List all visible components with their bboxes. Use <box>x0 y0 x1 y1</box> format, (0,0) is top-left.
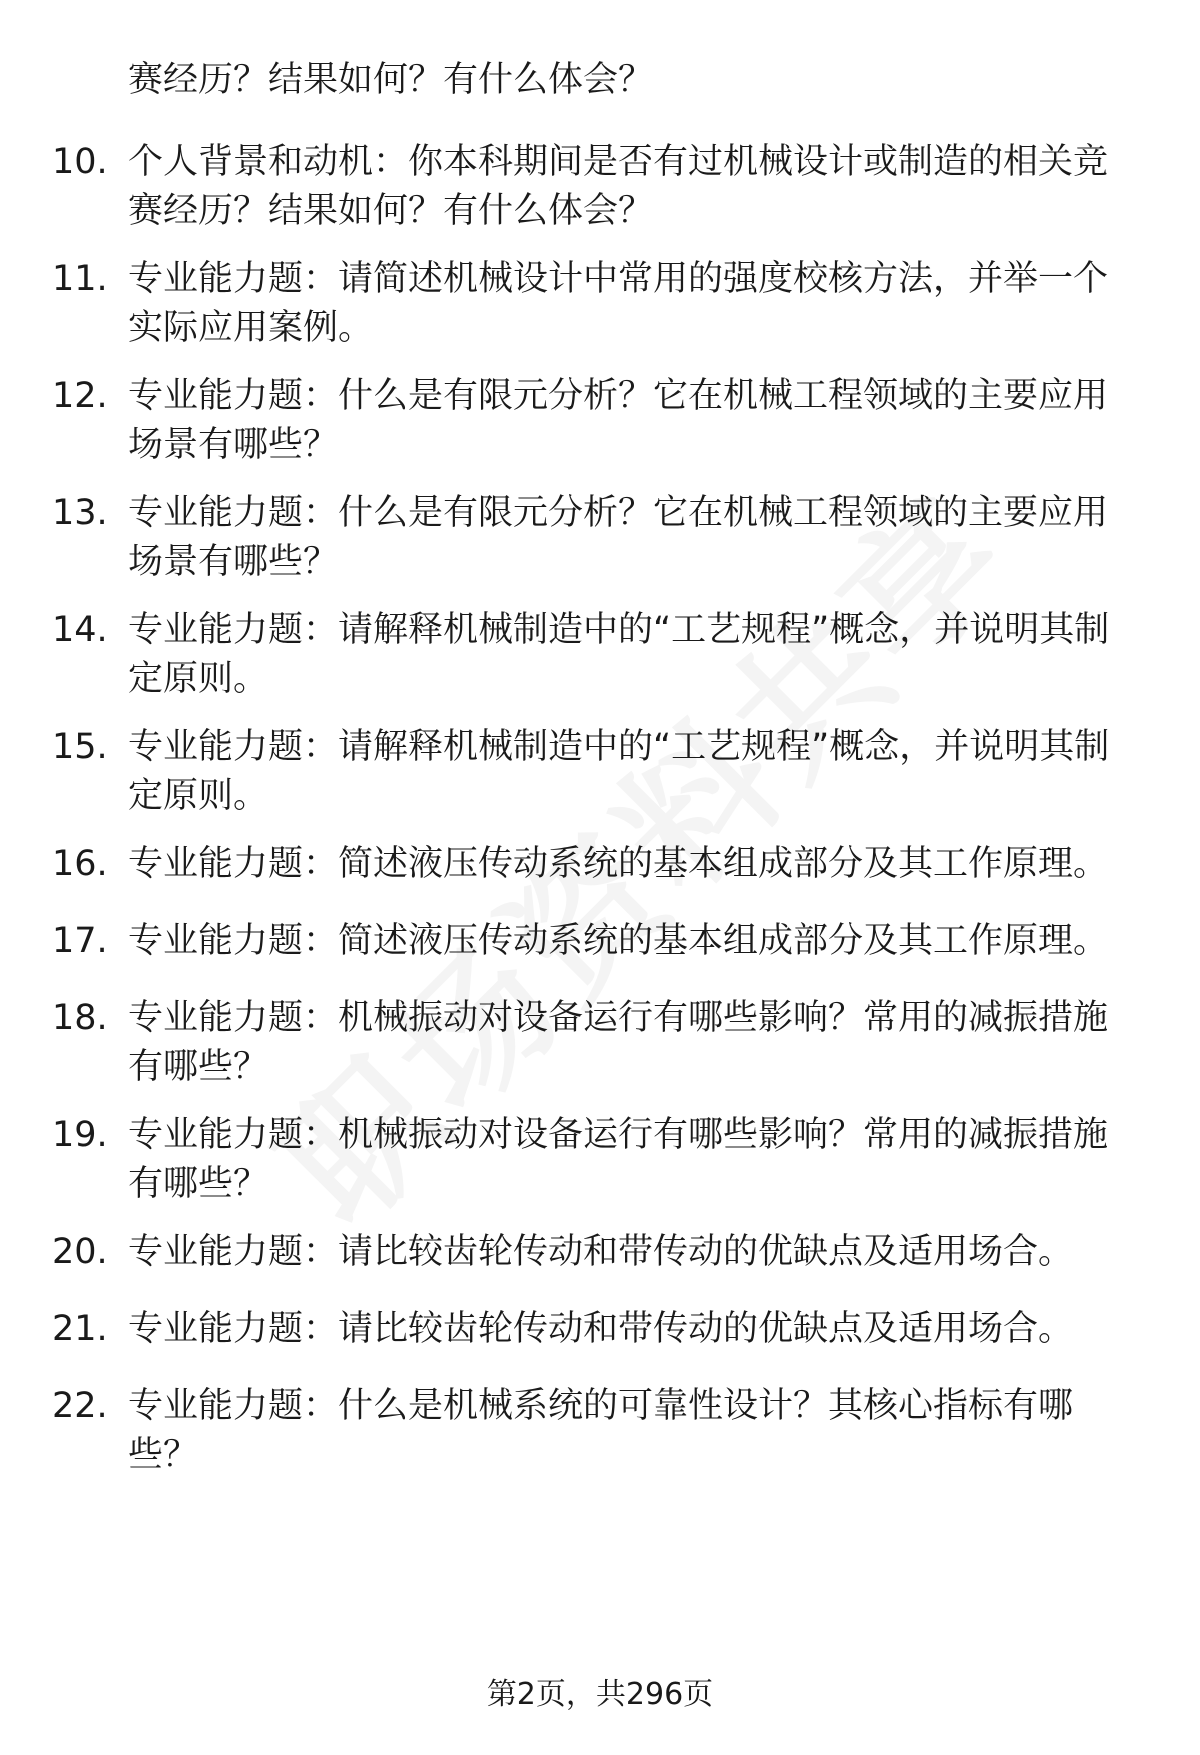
continuation-text: 赛经历？结果如何？有什么体会？ <box>128 60 654 100</box>
item-number: 14. <box>52 610 108 650</box>
item-text: 专业能力题：请比较齿轮传动和带传动的优缺点及适用场合。 <box>128 1309 1074 1349</box>
item-text: 专业能力题：请比较齿轮传动和带传动的优缺点及适用场合。 <box>128 1232 1074 1272</box>
item-text: 专业能力题：机械振动对设备运行有哪些影响？常用的减振措施有哪些？ <box>128 1115 1109 1204</box>
item-text: 专业能力题：什么是有限元分析？它在机械工程领域的主要应用场景有哪些？ <box>128 376 1109 465</box>
item-text: 个人背景和动机：你本科期间是否有过机械设计或制造的相关竞赛经历？结果如何？有什么体会？ <box>128 142 1109 231</box>
item-number: 13. <box>52 493 108 533</box>
item-text: 专业能力题：简述液压传动系统的基本组成部分及其工作原理。 <box>128 921 1109 961</box>
item-number: 15. <box>52 727 108 767</box>
item-text: 专业能力题：什么是有限元分析？它在机械工程领域的主要应用场景有哪些？ <box>128 493 1109 582</box>
item-text: 专业能力题：请解释机械制造中的“工艺规程”概念，并说明其制定原则。 <box>128 610 1110 699</box>
item-number: 12. <box>52 376 108 416</box>
page-footer: 第2页，共296页 <box>486 1677 714 1712</box>
item-text: 专业能力题：简述液压传动系统的基本组成部分及其工作原理。 <box>128 844 1109 884</box>
item-number: 22. <box>52 1386 108 1426</box>
item-number: 16. <box>52 844 108 884</box>
item-number: 18. <box>52 998 108 1038</box>
item-number: 17. <box>52 921 108 961</box>
item-number: 21. <box>52 1309 108 1349</box>
item-text: 专业能力题：请简述机械设计中常用的强度校核方法，并举一个实际应用案例。 <box>128 259 1109 348</box>
item-text: 专业能力题：什么是机械系统的可靠性设计？其核心指标有哪些？ <box>128 1386 1074 1475</box>
item-number: 11. <box>52 259 108 299</box>
item-text: 专业能力题：请解释机械制造中的“工艺规程”概念，并说明其制定原则。 <box>128 727 1110 816</box>
item-number: 19. <box>52 1115 108 1155</box>
item-text: 专业能力题：机械振动对设备运行有哪些影响？常用的减振措施有哪些？ <box>128 998 1109 1087</box>
item-number: 10. <box>52 142 108 182</box>
item-number: 20. <box>52 1232 108 1272</box>
